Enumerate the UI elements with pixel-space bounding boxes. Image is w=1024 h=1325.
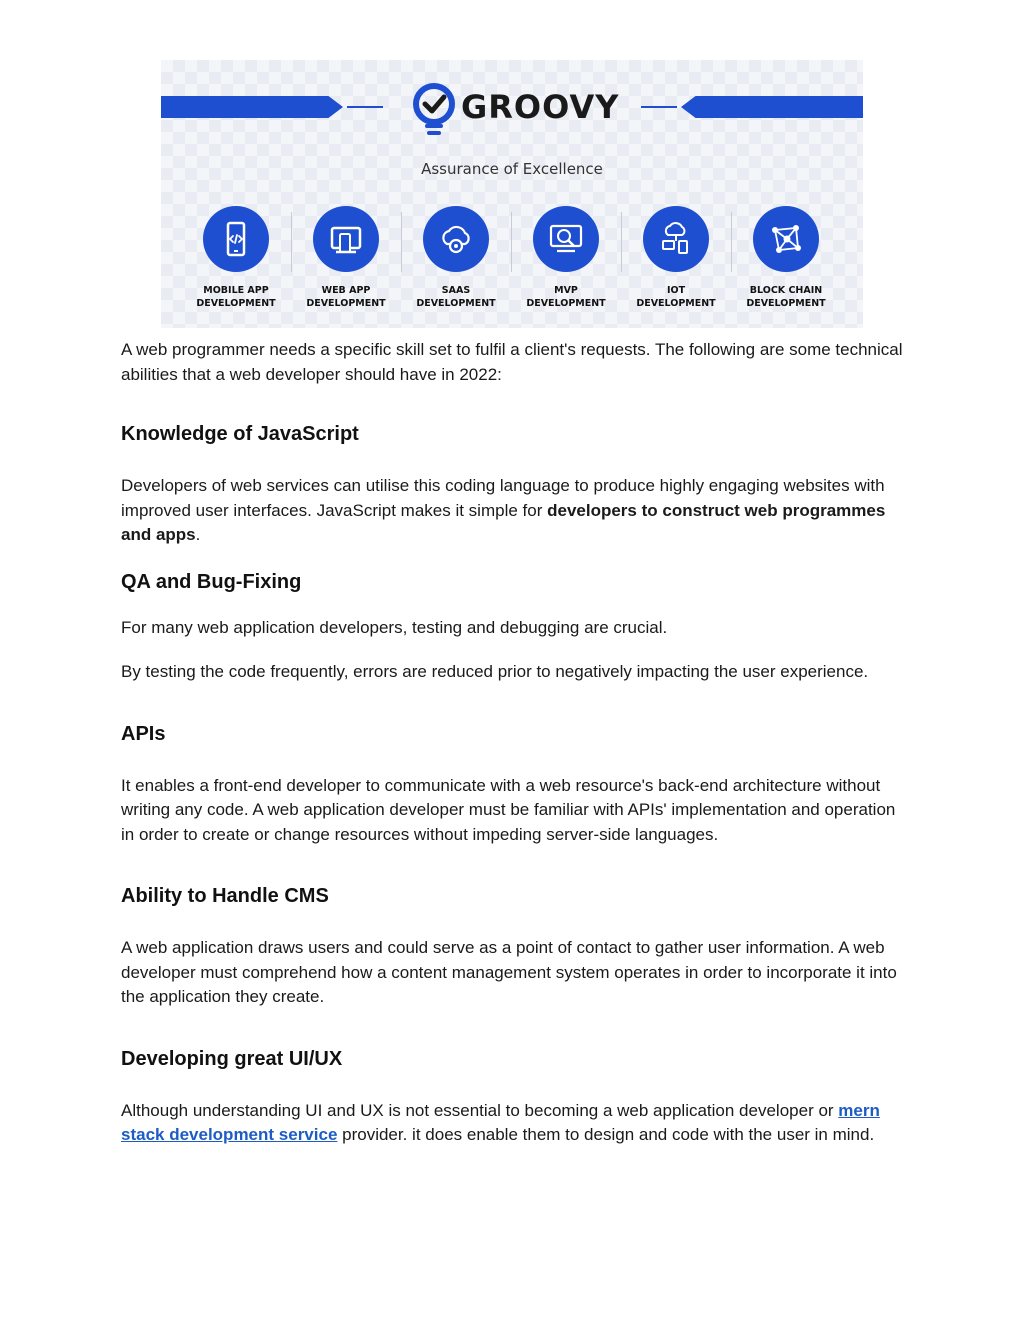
service-web-app <box>291 206 401 310</box>
hero-banner <box>161 60 863 328</box>
mobile-code-icon <box>217 220 255 258</box>
lightbulb-check-icon <box>411 82 457 138</box>
banner-tagline: Assurance of Excellence <box>421 160 603 178</box>
section-heading: QA and Bug-Fixing <box>121 570 302 593</box>
service-label: MOBILE APP DEVELOPMENT <box>196 285 276 309</box>
section-heading: Developing great UI/UX <box>121 1047 343 1070</box>
banner-left-line <box>347 106 383 108</box>
logo-wordmark: GROOVY <box>461 88 620 126</box>
intro-paragraph: A web programmer needs a specific skill set to fulfil a client's requests. The following are some technical abilities that a web developer should have in 2022: <box>121 340 903 384</box>
section-heading: Knowledge of JavaScript <box>121 423 359 445</box>
iot-cloud-devices-icon <box>657 220 695 258</box>
mern-stack-service-link[interactable]: mern stack development service <box>121 1100 880 1144</box>
service-label: WEB APP DEVELOPMENT <box>306 285 386 309</box>
service-label: SAAS DEVELOPMENT <box>416 285 496 309</box>
service-iot <box>621 206 731 310</box>
cloud-gear-icon <box>437 220 475 258</box>
service-mobile-app <box>181 206 291 310</box>
article-body <box>121 338 911 1148</box>
groovy-logo <box>411 82 621 138</box>
banner-left-arrow-bar <box>161 96 343 118</box>
service-saas <box>401 206 511 310</box>
section-paragraph: It enables a front-end developer to communicate with a web resource's back-end architecture without writing any code. A web application developer must be familiar with APIs' implementation and operation in order to create or change resources without impeding server-side languages. <box>121 775 896 844</box>
service-label: IOT DEVELOPMENT <box>636 285 716 309</box>
service-label: BLOCK CHAIN DEVELOPMENT <box>746 285 826 309</box>
service-mvp <box>511 206 621 310</box>
bold-phrase: developers to construct web programmes and apps <box>121 500 886 544</box>
services-row <box>181 206 841 316</box>
banner-right-line <box>641 106 677 108</box>
section-paragraph: Although understanding UI and UX is not essential to becoming a web application developer or mern stack development service provider. it does enable them to design and code with the user in mind. <box>121 1100 880 1144</box>
section-paragraph: For many web application developers, testing and debugging are crucial. <box>121 617 668 637</box>
service-label: MVP DEVELOPMENT <box>526 285 606 309</box>
service-blockchain <box>731 206 841 310</box>
section-paragraph: Developers of web services can utilise this coding language to produce highly engaging websites with improved user interfaces. JavaScript makes it simple for developers to construct web programmes and apps. <box>121 476 886 544</box>
section-heading: Ability to Handle CMS <box>121 885 329 907</box>
banner-right-arrow-bar <box>681 96 863 118</box>
section-paragraph: By testing the code frequently, errors are reduced prior to negatively impacting the user experience. <box>121 662 869 681</box>
web-app-icon <box>327 220 365 258</box>
blockchain-network-icon <box>767 220 805 258</box>
section-paragraph: A web application draws users and could serve as a point of contact to gather user information. A web developer must comprehend how a content management system operates in order to incorporate it into the application they create. <box>121 938 897 1006</box>
section-heading: APIs <box>121 722 166 745</box>
mvp-magnifier-icon <box>547 220 585 258</box>
